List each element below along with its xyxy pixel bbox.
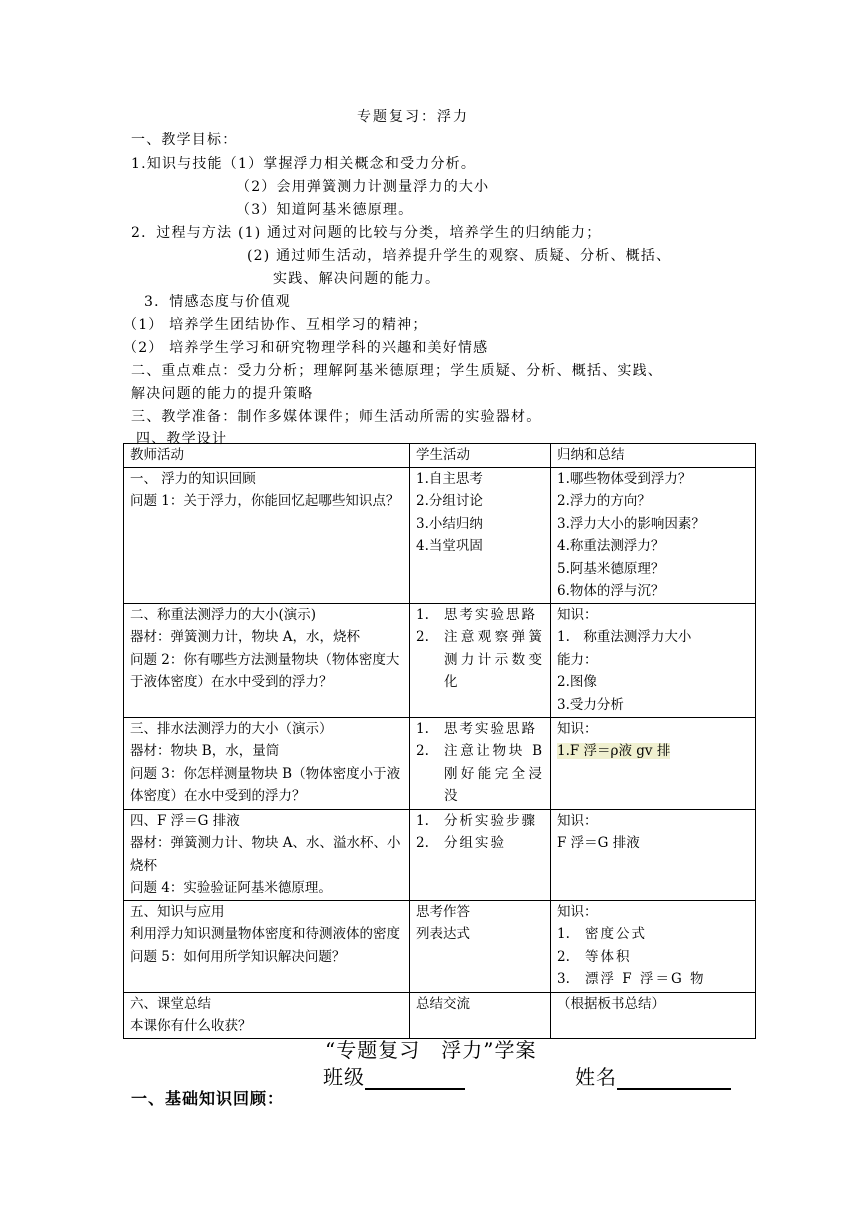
table-row bbox=[124, 900, 756, 992]
item-text: 思考实验思路 bbox=[444, 720, 537, 737]
numbered-item bbox=[416, 832, 544, 855]
item-text: 等体积 bbox=[585, 948, 632, 965]
cell-text: 本课你有什么收获？ bbox=[130, 1018, 252, 1034]
section-heading: 二、重点难点：受力分析；理解阿基米德原理；学生质疑、分析、概括、实践、 bbox=[131, 363, 663, 379]
header-teacher: 教师活动 bbox=[124, 444, 410, 468]
cell-text: 知识： bbox=[557, 903, 598, 920]
student-cell bbox=[410, 900, 551, 992]
cell-text: 2.浮力的方向？ bbox=[557, 493, 651, 509]
section-heading: 四、教学设计 bbox=[136, 431, 228, 447]
cell-text: 1. 称重法测浮力大小 bbox=[557, 629, 692, 645]
objective-line: (2) 通过师生活动，培养提升学生的观察、质疑、分析、概括、 bbox=[247, 248, 672, 264]
cell-text: 问题 3：你怎样测量物块 B（物体密度小于液体密度）在水中受到的浮力？ bbox=[130, 765, 401, 804]
cell-text: 思考作答 bbox=[416, 903, 470, 920]
objective-line: 3．情感态度与价值观 bbox=[144, 294, 291, 310]
objective-line: （1） 培养学生团结协作、互相学习的精神； bbox=[123, 317, 428, 333]
table-header-row bbox=[124, 444, 756, 468]
cell-text: 六、课堂总结 bbox=[130, 995, 211, 1012]
cell-text: 3.浮力大小的影响因素？ bbox=[557, 515, 705, 532]
objective-line: （2）会用弹簧测力计测量浮力的大小 bbox=[236, 179, 490, 195]
summary-cell bbox=[551, 992, 756, 1038]
item-number: 2. bbox=[416, 743, 429, 759]
cell-text: 问题 4：实验验证阿基米德原理。 bbox=[130, 880, 332, 896]
item-text: 分析实验步骤 bbox=[444, 812, 537, 829]
section-heading: 一、教学目标： bbox=[131, 132, 238, 148]
teacher-cell bbox=[124, 992, 410, 1038]
objective-line: （2） 培养学生学习和研究物理学科的兴趣和美好情感 bbox=[123, 340, 489, 356]
objective-line: 1.知识与技能（1）掌握浮力相关概念和受力分析。 bbox=[131, 156, 477, 172]
numbered-item bbox=[557, 923, 749, 946]
cell-text: 器材：物块 B，水，量筒 bbox=[130, 743, 280, 759]
item-text: 注意让物块 B 刚好能完全浸没 bbox=[444, 743, 544, 804]
numbered-item bbox=[416, 626, 544, 694]
cell-text: 1.自主思考 bbox=[416, 470, 483, 487]
objective-line: 实践、解决问题的能力。 bbox=[273, 271, 441, 287]
name-blank[interactable] bbox=[617, 1066, 731, 1090]
cell-text: 知识： bbox=[557, 720, 598, 737]
class-label: 班级 bbox=[323, 1065, 365, 1089]
cell-text: 问题 2：你有哪些方法测量物块（物体密度大于液体密度）在水中受到的浮力？ bbox=[130, 651, 400, 690]
cell-text: 知识： bbox=[557, 812, 598, 829]
item-text: 分组实验 bbox=[444, 835, 506, 851]
cell-text: 总结交流 bbox=[416, 995, 470, 1012]
numbered-item bbox=[416, 718, 544, 741]
numbered-item bbox=[557, 946, 749, 969]
cell-text: 二、称重法测浮力的大小(演示) bbox=[130, 606, 317, 623]
cell-text: 3.小结归纳 bbox=[416, 515, 483, 532]
table-row bbox=[124, 717, 756, 809]
numbered-item bbox=[557, 968, 749, 991]
cell-text: 问题 5：如何用所学知识解决问题？ bbox=[130, 948, 346, 965]
cell-text: 5.阿基米德原理？ bbox=[557, 560, 665, 577]
header-summary: 归纳和总结 bbox=[551, 444, 756, 468]
numbered-item bbox=[416, 810, 544, 833]
summary-cell bbox=[551, 603, 756, 717]
cell-text: 1.哪些物体受到浮力？ bbox=[557, 470, 692, 487]
objective-line: 2．过程与方法 (1) 通过对问题的比较与分类，培养学生的归纳能力； bbox=[131, 225, 602, 241]
item-number: 1. bbox=[416, 812, 429, 829]
item-number: 1. bbox=[416, 720, 429, 737]
formula-highlight: 1.F 浮＝ρ液 gv 排 bbox=[557, 743, 671, 759]
item-text: 思考实验思路 bbox=[444, 606, 537, 623]
summary-cell bbox=[551, 900, 756, 992]
cell-text: 五、知识与应用 bbox=[130, 903, 225, 920]
numbered-item bbox=[416, 604, 544, 627]
item-number: 2. bbox=[416, 629, 429, 645]
item-text: 密度公式 bbox=[585, 926, 647, 942]
item-number: 3. bbox=[557, 971, 570, 987]
cell-text: 器材：弹簧测力计，物块 A，水，烧杯 bbox=[130, 629, 361, 645]
cell-text: 三、排水法测浮力的大小（演示） bbox=[130, 720, 333, 737]
teaching-design-table bbox=[123, 443, 756, 1039]
cell-text: 问题 1：关于浮力，你能回忆起哪些知识点？ bbox=[130, 493, 400, 509]
cell-text: 一、 浮力的知识回顾 bbox=[130, 470, 256, 487]
cell-text: 2.图像 bbox=[557, 674, 597, 690]
cell-text: （根据板书总结） bbox=[557, 995, 665, 1012]
table-row bbox=[124, 809, 756, 900]
section-heading: 一、基础知识回顾： bbox=[131, 1089, 285, 1108]
item-number: 2. bbox=[416, 835, 429, 851]
cell-text: 器材：弹簧测力计、物块 A、水、溢水杯、小烧杯 bbox=[130, 835, 401, 874]
teacher-cell bbox=[124, 603, 410, 717]
student-cell bbox=[410, 809, 551, 900]
cell-text: 利用浮力知识测量物体密度和待测液体的密度 bbox=[130, 926, 400, 942]
table-row bbox=[124, 603, 756, 717]
section-line: 解决问题的能力的提升策略 bbox=[131, 386, 314, 402]
cell-text: 能力： bbox=[557, 651, 598, 668]
student-cell bbox=[410, 467, 551, 603]
summary-cell bbox=[551, 809, 756, 900]
cell-text: 6.物体的浮与沉？ bbox=[557, 583, 665, 599]
table-row bbox=[124, 467, 756, 603]
class-field bbox=[323, 1064, 465, 1090]
cell-text: 4.称重法测浮力？ bbox=[557, 538, 665, 554]
worksheet-title: “专题复习 浮力”学案 bbox=[325, 1038, 537, 1062]
name-label: 姓名 bbox=[575, 1065, 617, 1089]
header-student: 学生活动 bbox=[410, 444, 551, 468]
item-number: 1. bbox=[416, 606, 429, 623]
student-cell bbox=[410, 992, 551, 1038]
class-blank[interactable] bbox=[365, 1066, 465, 1090]
summary-cell bbox=[551, 717, 756, 809]
cell-text: 3.受力分析 bbox=[557, 696, 624, 713]
item-text: 漂浮 F 浮＝G 物 bbox=[585, 971, 706, 987]
teacher-cell bbox=[124, 809, 410, 900]
section-heading: 三、教学准备：制作多媒体课件；师生活动所需的实验器材。 bbox=[131, 409, 542, 425]
name-field bbox=[575, 1064, 731, 1090]
teacher-cell bbox=[124, 717, 410, 809]
cell-text: 列表达式 bbox=[416, 926, 470, 942]
cell-text: 2.分组讨论 bbox=[416, 493, 483, 509]
teacher-cell bbox=[124, 900, 410, 992]
item-text: 注意观察弹簧测力计示数变化 bbox=[444, 629, 544, 690]
item-number: 1. bbox=[557, 926, 570, 942]
cell-text: 4.当堂巩固 bbox=[416, 538, 483, 554]
table-row bbox=[124, 992, 756, 1038]
numbered-item bbox=[416, 740, 544, 808]
student-cell bbox=[410, 717, 551, 809]
student-cell bbox=[410, 603, 551, 717]
cell-text: 知识： bbox=[557, 606, 598, 623]
doc-title: 专题复习：浮力 bbox=[357, 109, 469, 125]
summary-cell bbox=[551, 467, 756, 603]
teacher-cell bbox=[124, 467, 410, 603]
cell-text: F 浮＝G 排液 bbox=[557, 835, 640, 851]
item-number: 2. bbox=[557, 948, 570, 965]
objective-line: （3）知道阿基米德原理。 bbox=[236, 202, 414, 218]
cell-text bbox=[557, 740, 749, 763]
cell-text: 四、F 浮＝G 排液 bbox=[130, 812, 240, 829]
